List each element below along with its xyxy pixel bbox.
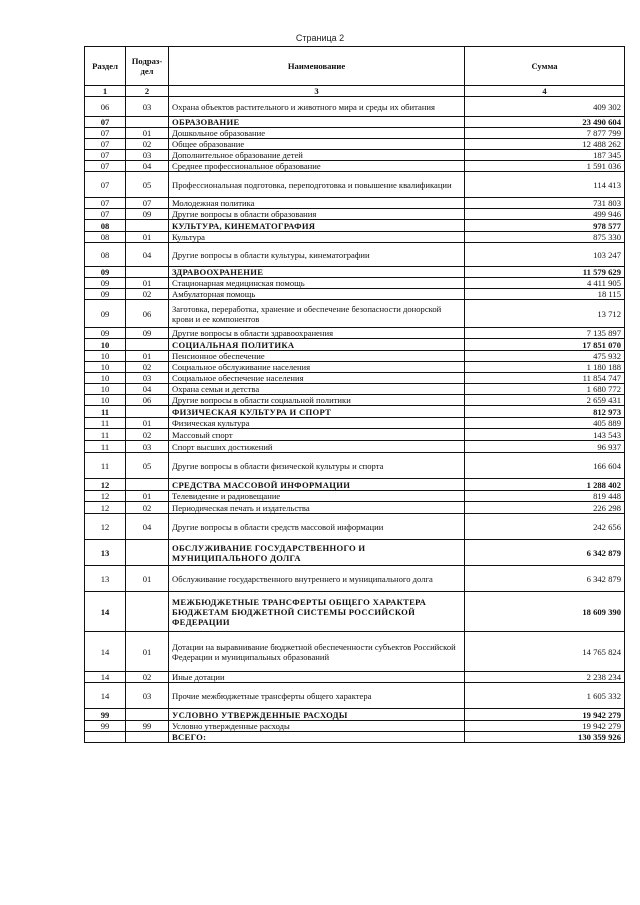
- section-code: 14: [85, 683, 126, 709]
- item-name: Заготовка, переработка, хранение и обеспечение безопасности донорской крови и ее компонентов: [169, 300, 465, 328]
- subsection-row: [85, 209, 625, 220]
- section-code: 10: [85, 373, 126, 384]
- subsection-row: [85, 491, 625, 502]
- subsection-code: [126, 117, 169, 128]
- item-name: ФИЗИЧЕСКАЯ КУЛЬТУРА И СПОРТ: [169, 406, 465, 418]
- item-sum: 187 345: [465, 150, 625, 161]
- section-code: 14: [85, 592, 126, 632]
- item-sum: 1 288 402: [465, 479, 625, 491]
- section-code: 13: [85, 566, 126, 592]
- total-sum: 130 359 926: [465, 732, 625, 743]
- section-row: [85, 117, 625, 128]
- section-code: 14: [85, 632, 126, 672]
- subsection-row: [85, 198, 625, 209]
- item-sum: 1 180 188: [465, 362, 625, 373]
- header-subsection: Подраз-дел: [126, 47, 169, 86]
- section-code: 07: [85, 128, 126, 139]
- subsection-code: 09: [126, 209, 169, 220]
- subsection-row: [85, 128, 625, 139]
- column-number: 1: [85, 86, 126, 97]
- item-sum: 103 247: [465, 243, 625, 267]
- subsection-row: [85, 418, 625, 429]
- item-name: ОБРАЗОВАНИЕ: [169, 117, 465, 128]
- subsection-code: 06: [126, 300, 169, 328]
- subsection-row: [85, 721, 625, 732]
- item-name: Амбулаторная помощь: [169, 289, 465, 300]
- section-row: [85, 540, 625, 566]
- subsection-code: 02: [126, 429, 169, 441]
- section-code: 12: [85, 491, 126, 502]
- item-sum: 166 604: [465, 453, 625, 479]
- subsection-code: 03: [126, 373, 169, 384]
- subsection-row: [85, 632, 625, 672]
- subsection-row: [85, 441, 625, 453]
- total-row: [85, 732, 625, 743]
- item-name: Другие вопросы в области социальной политики: [169, 395, 465, 406]
- item-name: СРЕДСТВА МАССОВОЙ ИНФОРМАЦИИ: [169, 479, 465, 491]
- item-name: Обслуживание государственного внутреннего и муниципального долга: [169, 566, 465, 592]
- column-number: 2: [126, 86, 169, 97]
- item-sum: 6 342 879: [465, 566, 625, 592]
- subsection-row: [85, 351, 625, 362]
- item-sum: 1 680 772: [465, 384, 625, 395]
- subsection-code: 03: [126, 97, 169, 117]
- item-name: Условно утвержденные расходы: [169, 721, 465, 732]
- section-code: 13: [85, 540, 126, 566]
- subsection-code: 01: [126, 232, 169, 243]
- subsection-code: 05: [126, 453, 169, 479]
- subsection-row: [85, 502, 625, 514]
- item-name: Социальное обеспечение населения: [169, 373, 465, 384]
- item-name: ЗДРАВООХРАНЕНИЕ: [169, 267, 465, 278]
- item-sum: 14 765 824: [465, 632, 625, 672]
- subsection-row: [85, 172, 625, 198]
- section-row: [85, 592, 625, 632]
- subsection-code: 03: [126, 441, 169, 453]
- column-number-row: [85, 86, 625, 97]
- subsection-code: 01: [126, 128, 169, 139]
- item-name: Периодическая печать и издательства: [169, 502, 465, 514]
- column-number: 3: [169, 86, 465, 97]
- total-blank: [126, 732, 169, 743]
- section-code: 09: [85, 328, 126, 339]
- subsection-row: [85, 395, 625, 406]
- item-sum: 143 543: [465, 429, 625, 441]
- subsection-code: 02: [126, 362, 169, 373]
- subsection-code: 01: [126, 351, 169, 362]
- subsection-code: [126, 479, 169, 491]
- item-sum: 409 302: [465, 97, 625, 117]
- section-code: 11: [85, 406, 126, 418]
- subsection-row: [85, 150, 625, 161]
- item-sum: 2 238 234: [465, 672, 625, 683]
- item-sum: 226 298: [465, 502, 625, 514]
- item-sum: 114 413: [465, 172, 625, 198]
- item-name: Иные дотации: [169, 672, 465, 683]
- header-section: Раздел: [85, 47, 126, 86]
- section-code: 09: [85, 267, 126, 278]
- section-code: 10: [85, 384, 126, 395]
- subsection-row: [85, 683, 625, 709]
- item-sum: 242 656: [465, 514, 625, 540]
- budget-table: [84, 46, 625, 743]
- section-code: 07: [85, 172, 126, 198]
- subsection-code: 04: [126, 514, 169, 540]
- section-code: 07: [85, 161, 126, 172]
- section-code: 07: [85, 209, 126, 220]
- section-code: 10: [85, 339, 126, 351]
- item-name: Охрана семьи и детства: [169, 384, 465, 395]
- item-sum: 812 973: [465, 406, 625, 418]
- subsection-code: 04: [126, 384, 169, 395]
- subsection-code: 03: [126, 683, 169, 709]
- item-sum: 875 330: [465, 232, 625, 243]
- item-name: Молодежная политика: [169, 198, 465, 209]
- subsection-row: [85, 566, 625, 592]
- subsection-row: [85, 278, 625, 289]
- subsection-row: [85, 328, 625, 339]
- item-name: Другие вопросы в области средств массовой информации: [169, 514, 465, 540]
- section-code: 12: [85, 502, 126, 514]
- item-name: Стационарная медицинская помощь: [169, 278, 465, 289]
- section-code: 12: [85, 514, 126, 540]
- section-code: 07: [85, 117, 126, 128]
- section-code: 11: [85, 429, 126, 441]
- item-sum: 4 411 905: [465, 278, 625, 289]
- section-code: 07: [85, 198, 126, 209]
- subsection-code: 05: [126, 172, 169, 198]
- subsection-code: 02: [126, 139, 169, 150]
- item-sum: 6 342 879: [465, 540, 625, 566]
- item-name: Дотации на выравнивание бюджетной обеспеченности субъектов Российской Федерации и муниципальных образований: [169, 632, 465, 672]
- item-name: Охрана объектов растительного и животного мира и среды их обитания: [169, 97, 465, 117]
- subsection-code: 02: [126, 672, 169, 683]
- section-code: 11: [85, 418, 126, 429]
- item-sum: 1 591 036: [465, 161, 625, 172]
- page-number-label: Страница 2: [295, 33, 345, 43]
- item-sum: 18 609 390: [465, 592, 625, 632]
- item-name: Телевидение и радиовещание: [169, 491, 465, 502]
- item-sum: 18 115: [465, 289, 625, 300]
- section-row: [85, 709, 625, 721]
- section-code: 11: [85, 453, 126, 479]
- subsection-code: 03: [126, 150, 169, 161]
- item-name: Среднее профессиональное образование: [169, 161, 465, 172]
- item-sum: 11 854 747: [465, 373, 625, 384]
- section-code: 07: [85, 150, 126, 161]
- section-row: [85, 220, 625, 232]
- section-code: 99: [85, 721, 126, 732]
- section-row: [85, 479, 625, 491]
- header-name: Наименование: [169, 47, 465, 86]
- item-sum: 19 942 279: [465, 709, 625, 721]
- item-sum: 23 490 604: [465, 117, 625, 128]
- item-name: УСЛОВНО УТВЕРЖДЕННЫЕ РАСХОДЫ: [169, 709, 465, 721]
- subsection-row: [85, 429, 625, 441]
- item-name: Общее образование: [169, 139, 465, 150]
- item-name: Спорт высших достижений: [169, 441, 465, 453]
- item-name: Дошкольное образование: [169, 128, 465, 139]
- item-name: Профессиональная подготовка, переподготовка и повышение квалификации: [169, 172, 465, 198]
- subsection-code: [126, 220, 169, 232]
- total-blank: [85, 732, 126, 743]
- column-number: 4: [465, 86, 625, 97]
- subsection-code: 09: [126, 328, 169, 339]
- item-name: Массовый спорт: [169, 429, 465, 441]
- section-row: [85, 267, 625, 278]
- section-code: 08: [85, 243, 126, 267]
- section-code: 07: [85, 139, 126, 150]
- item-sum: 819 448: [465, 491, 625, 502]
- item-name: Дополнительное образование детей: [169, 150, 465, 161]
- item-sum: 19 942 279: [465, 721, 625, 732]
- subsection-code: 99: [126, 721, 169, 732]
- header-row: [85, 47, 625, 86]
- item-name: Пенсионное обеспечение: [169, 351, 465, 362]
- subsection-row: [85, 300, 625, 328]
- subsection-row: [85, 97, 625, 117]
- item-sum: 12 488 262: [465, 139, 625, 150]
- subsection-code: [126, 406, 169, 418]
- item-sum: 1 605 332: [465, 683, 625, 709]
- section-code: 08: [85, 232, 126, 243]
- subsection-code: 02: [126, 289, 169, 300]
- subsection-code: [126, 709, 169, 721]
- item-sum: 96 937: [465, 441, 625, 453]
- item-sum: 2 659 431: [465, 395, 625, 406]
- budget-rows: [85, 97, 625, 732]
- item-name: Культура: [169, 232, 465, 243]
- item-sum: 7 135 897: [465, 328, 625, 339]
- item-sum: 405 889: [465, 418, 625, 429]
- item-name: ОБСЛУЖИВАНИЕ ГОСУДАРСТВЕННОГО И МУНИЦИПАЛЬНОГО ДОЛГА: [169, 540, 465, 566]
- section-code: 08: [85, 220, 126, 232]
- item-name: СОЦИАЛЬНАЯ ПОЛИТИКА: [169, 339, 465, 351]
- section-code: 10: [85, 395, 126, 406]
- item-name: Другие вопросы в области физической культуры и спорта: [169, 453, 465, 479]
- item-name: Другие вопросы в области образования: [169, 209, 465, 220]
- item-sum: 731 803: [465, 198, 625, 209]
- subsection-row: [85, 362, 625, 373]
- item-sum: 475 932: [465, 351, 625, 362]
- subsection-code: 01: [126, 418, 169, 429]
- item-name: МЕЖБЮДЖЕТНЫЕ ТРАНСФЕРТЫ ОБЩЕГО ХАРАКТЕРА БЮДЖЕТАМ БЮДЖЕТНОЙ СИСТЕМЫ РОССИЙСКОЙ ФЕДЕРАЦИИ: [169, 592, 465, 632]
- subsection-code: 01: [126, 566, 169, 592]
- subsection-row: [85, 139, 625, 150]
- section-code: 06: [85, 97, 126, 117]
- section-row: [85, 406, 625, 418]
- section-row: [85, 339, 625, 351]
- item-sum: 11 579 629: [465, 267, 625, 278]
- item-name: Физическая культура: [169, 418, 465, 429]
- subsection-code: 01: [126, 632, 169, 672]
- subsection-code: 02: [126, 502, 169, 514]
- subsection-row: [85, 373, 625, 384]
- subsection-code: 01: [126, 278, 169, 289]
- section-code: 10: [85, 362, 126, 373]
- subsection-code: 04: [126, 161, 169, 172]
- subsection-code: [126, 592, 169, 632]
- item-name: Другие вопросы в области здравоохранения: [169, 328, 465, 339]
- item-sum: 978 577: [465, 220, 625, 232]
- item-name: КУЛЬТУРА, КИНЕМАТОГРАФИЯ: [169, 220, 465, 232]
- subsection-row: [85, 514, 625, 540]
- section-code: 09: [85, 289, 126, 300]
- item-name: Прочие межбюджетные трансферты общего характера: [169, 683, 465, 709]
- section-code: 12: [85, 479, 126, 491]
- item-sum: 7 877 799: [465, 128, 625, 139]
- subsection-code: [126, 339, 169, 351]
- section-code: 14: [85, 672, 126, 683]
- header-sum: Сумма: [465, 47, 625, 86]
- subsection-row: [85, 453, 625, 479]
- subsection-code: 07: [126, 198, 169, 209]
- subsection-code: 06: [126, 395, 169, 406]
- subsection-row: [85, 243, 625, 267]
- subsection-code: 01: [126, 491, 169, 502]
- subsection-row: [85, 232, 625, 243]
- item-sum: 499 946: [465, 209, 625, 220]
- subsection-code: 04: [126, 243, 169, 267]
- subsection-row: [85, 161, 625, 172]
- subsection-row: [85, 672, 625, 683]
- item-sum: 13 712: [465, 300, 625, 328]
- subsection-row: [85, 384, 625, 395]
- total-label: ВСЕГО:: [169, 732, 465, 743]
- item-name: Другие вопросы в области культуры, кинематографии: [169, 243, 465, 267]
- section-code: 99: [85, 709, 126, 721]
- subsection-row: [85, 289, 625, 300]
- item-name: Социальное обслуживание населения: [169, 362, 465, 373]
- item-sum: 17 851 070: [465, 339, 625, 351]
- subsection-code: [126, 540, 169, 566]
- section-code: 09: [85, 300, 126, 328]
- section-code: 11: [85, 441, 126, 453]
- section-code: 10: [85, 351, 126, 362]
- section-code: 09: [85, 278, 126, 289]
- subsection-code: [126, 267, 169, 278]
